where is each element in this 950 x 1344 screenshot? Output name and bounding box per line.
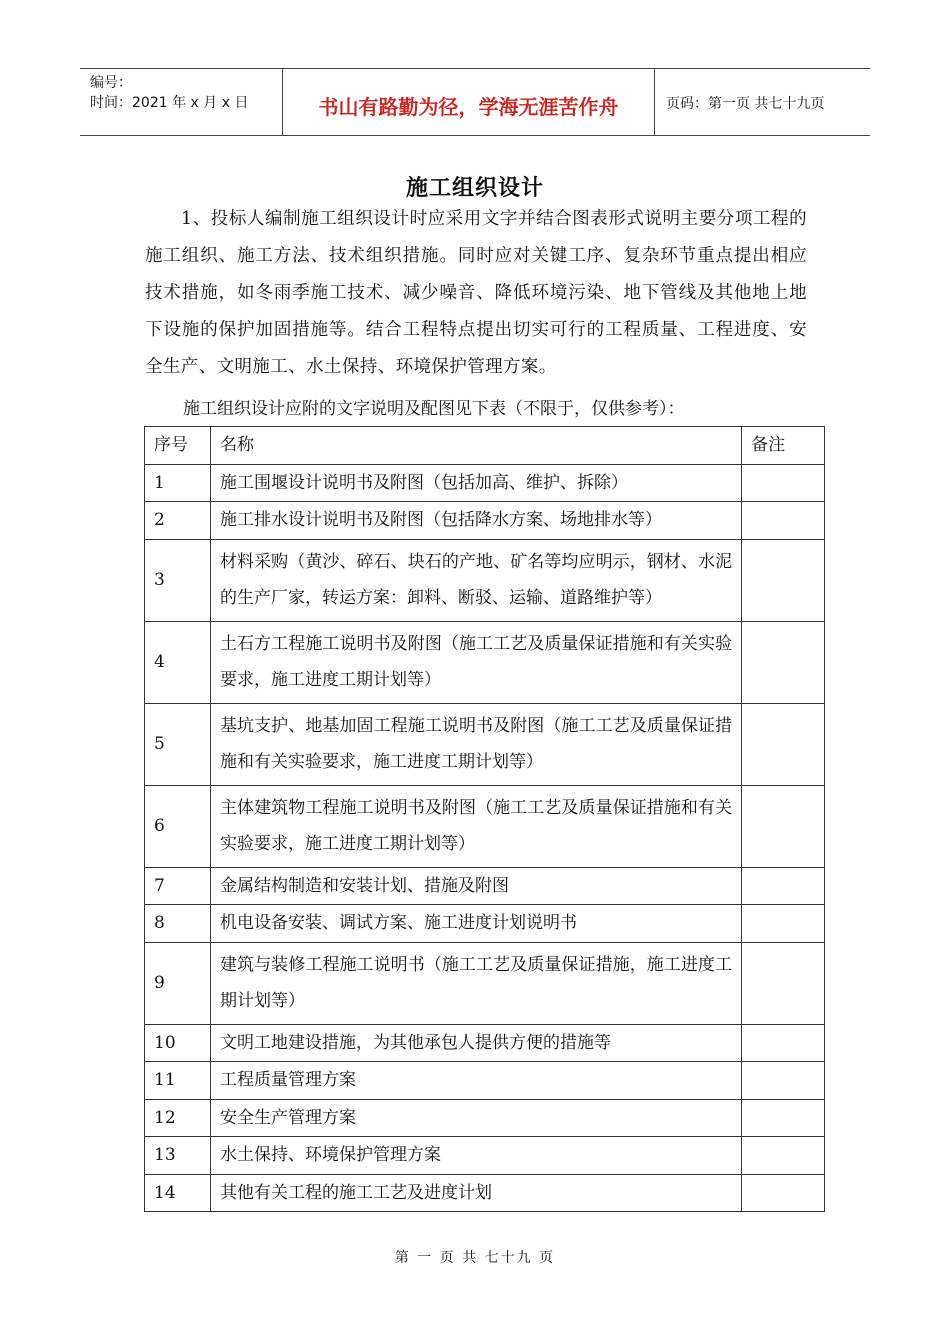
document-number-label: 编号： <box>90 75 132 91</box>
row-number-cell: 12 <box>145 1099 211 1137</box>
header-meta <box>90 73 248 113</box>
table-row <box>145 621 825 703</box>
row-note-cell <box>742 464 825 502</box>
row-note-cell <box>742 703 825 785</box>
row-number-cell: 5 <box>145 703 211 785</box>
row-name-cell: 施工排水设计说明书及附图（包括降水方案、场地排水等） <box>210 502 741 540</box>
table-row <box>145 867 825 905</box>
attachments-table <box>144 426 825 1212</box>
body-paragraph: 1、投标人编制施工组织设计时应采用文字并结合图表形式说明主要分项工程的施工组织、施工方法、技术组织措施。同时应对关键工序、复杂环节重点提出相应技术措施，如冬雨季施工技术、减少噪音、降低环境污染、地下管线及其他地上地下设施的保护加固措施等。结合工程特点提出切实可行的工程质量、工程进度、安全生产、文明施工、水土保持、环境保护管理方案。 <box>145 209 807 377</box>
row-name-cell: 其他有关工程的施工工艺及进度计划 <box>210 1174 741 1212</box>
row-name-cell: 金属结构制造和安装计划、措施及附图 <box>210 867 741 905</box>
table-row <box>145 785 825 867</box>
row-name-cell: 安全生产管理方案 <box>210 1099 741 1137</box>
table-row <box>145 1099 825 1137</box>
row-note-cell <box>742 867 825 905</box>
table-row <box>145 464 825 502</box>
header-divider <box>654 69 655 135</box>
table-row <box>145 1024 825 1062</box>
row-number-cell: 6 <box>145 785 211 867</box>
row-name-cell: 材料采购（黄沙、碎石、块石的产地、矿名等均应明示，钢材、水泥的生产厂家，转运方案：卸料、断驳、运输、道路维护等） <box>210 539 741 621</box>
table-intro: 施工组织设计应附的文字说明及配图见下表（不限于，仅供参考）： <box>183 399 685 419</box>
row-number-cell: 8 <box>145 905 211 943</box>
row-number-cell: 4 <box>145 621 211 703</box>
document-title: 施工组织设计 <box>405 176 544 201</box>
table-row <box>145 905 825 943</box>
row-name-cell: 工程质量管理方案 <box>210 1062 741 1100</box>
row-note-cell <box>742 1024 825 1062</box>
row-name-cell: 机电设备安装、调试方案、施工进度计划说明书 <box>210 905 741 943</box>
row-number-cell: 1 <box>145 464 211 502</box>
row-number-cell: 14 <box>145 1174 211 1212</box>
table-row <box>145 1137 825 1175</box>
row-name-cell: 水土保持、环境保护管理方案 <box>210 1137 741 1175</box>
table-body <box>145 427 825 1212</box>
row-number-cell: 9 <box>145 942 211 1024</box>
header-cell-note: 备注 <box>742 427 825 465</box>
header-motto: 书山有路勤为径，学海无涯苦作舟 <box>318 95 619 119</box>
row-name-cell: 基坑支护、地基加固工程施工说明书及附图（施工工艺及质量保证措施和有关实验要求，施工进度工期计划等） <box>210 703 741 785</box>
header-cell-no: 序号 <box>145 427 211 465</box>
page-header <box>80 68 870 136</box>
row-note-cell <box>742 621 825 703</box>
document-date: 时间：2021 年 x 月 x 日 <box>90 95 249 111</box>
row-name-cell: 主体建筑物工程施工说明书及附图（施工工艺及质量保证措施和有关实验要求，施工进度工期计划等） <box>210 785 741 867</box>
row-note-cell <box>742 905 825 943</box>
table-row <box>145 703 825 785</box>
row-note-cell <box>742 1174 825 1212</box>
row-note-cell <box>742 1137 825 1175</box>
table-header-row <box>145 427 825 465</box>
row-number-cell: 10 <box>145 1024 211 1062</box>
row-name-cell: 土石方工程施工说明书及附图（施工工艺及质量保证措施和有关实验要求，施工进度工期计划等） <box>210 621 741 703</box>
row-name-cell: 建筑与装修工程施工说明书（施工工艺及质量保证措施，施工进度工期计划等） <box>210 942 741 1024</box>
row-note-cell <box>742 1099 825 1137</box>
row-note-cell <box>742 502 825 540</box>
page-footer: 第 一 页 共 七十九 页 <box>394 1250 556 1266</box>
row-number-cell: 2 <box>145 502 211 540</box>
row-number-cell: 3 <box>145 539 211 621</box>
row-number-cell: 13 <box>145 1137 211 1175</box>
row-note-cell <box>742 539 825 621</box>
table-row <box>145 942 825 1024</box>
table-row <box>145 1062 825 1100</box>
row-number-cell: 11 <box>145 1062 211 1100</box>
row-name-cell: 施工围堰设计说明书及附图（包括加高、维护、拆除） <box>210 464 741 502</box>
row-number-cell: 7 <box>145 867 211 905</box>
header-cell-name: 名称 <box>210 427 741 465</box>
row-note-cell <box>742 785 825 867</box>
table-row <box>145 539 825 621</box>
row-name-cell: 文明工地建设措施，为其他承包人提供方便的措施等 <box>210 1024 741 1062</box>
table-row <box>145 502 825 540</box>
row-note-cell <box>742 1062 825 1100</box>
table-row <box>145 1174 825 1212</box>
row-note-cell <box>742 942 825 1024</box>
header-page-info: 页码：第一页 共七十九页 <box>666 96 825 112</box>
